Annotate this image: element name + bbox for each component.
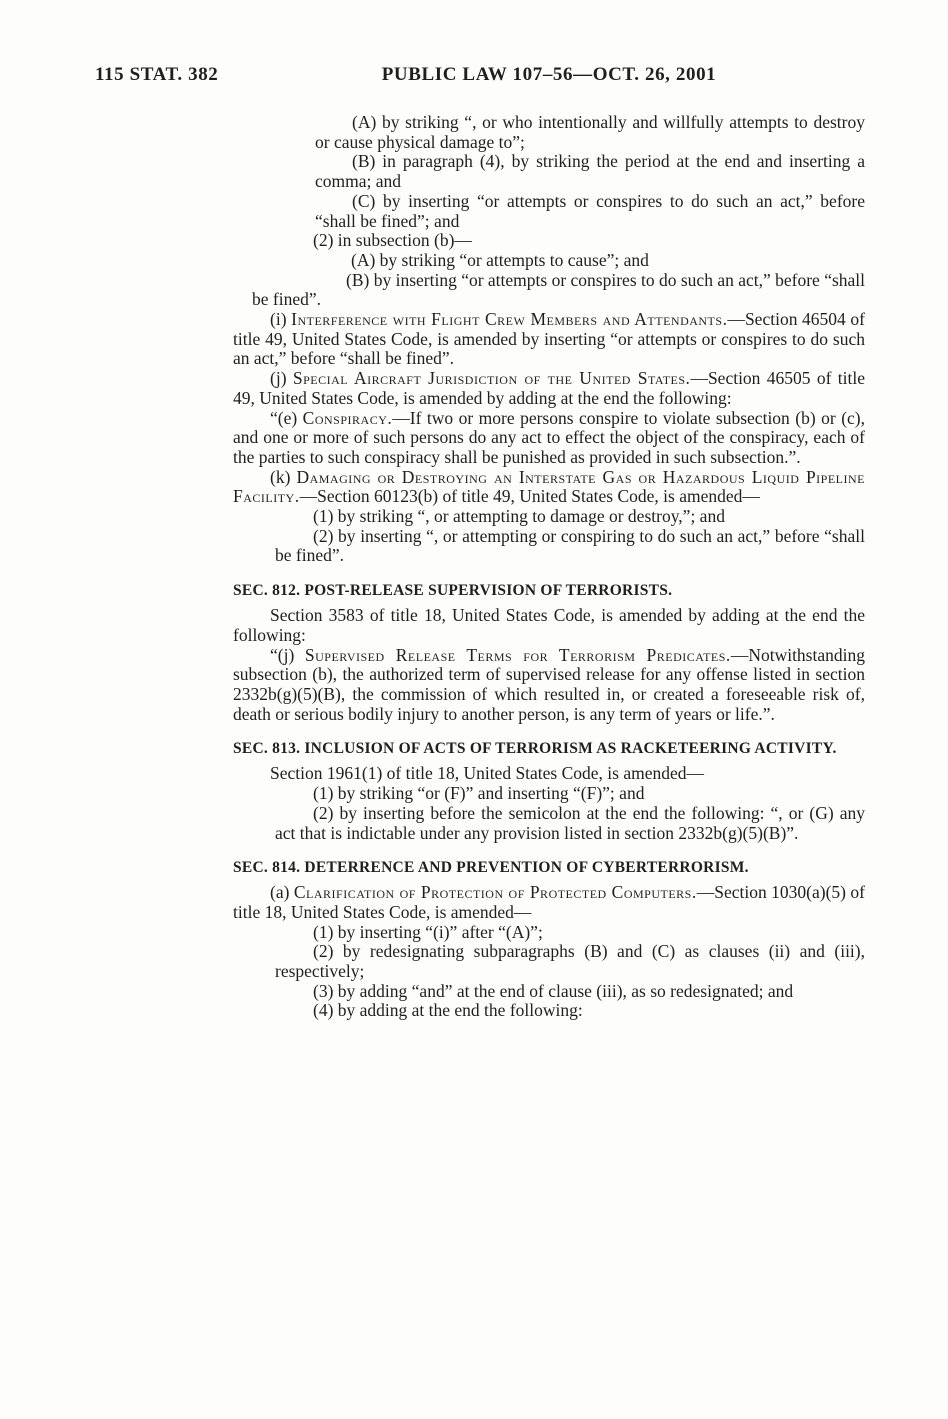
statute-paragraph [233, 606, 865, 645]
text-run: “(e) [270, 407, 303, 428]
section-heading [233, 580, 865, 601]
statute-paragraph [233, 1001, 865, 1021]
text-run: —Section 1030(a)(5) of title 18, United States Code, is amended— [233, 882, 865, 922]
text-run: Section 3583 of title 18, United States Code, is amended by adding at the end the following: [233, 605, 865, 645]
text-run: (A) by striking “or attempts to cause”; and [351, 249, 649, 270]
text-run: (1) by inserting “(i)” after “(A)”; [313, 921, 543, 942]
statute-paragraph [233, 804, 865, 843]
small-caps-run: Clarification of Protection of Protected Computers. [293, 882, 697, 903]
section-heading [233, 738, 865, 759]
text-run: (2) by redesignating subparagraphs (B) and (C) as clauses (ii) and (iii), respectively; [275, 941, 865, 982]
text-run: (1) by striking “, or attempting to damage or destroy,”; and [313, 506, 725, 527]
stat-page-number: 115 STAT. 382 [95, 64, 219, 85]
text-run: (a) [270, 882, 294, 903]
text-run: “(j) [270, 644, 305, 665]
statute-paragraph [233, 923, 865, 943]
text-run: —Section 46504 of title 49, United States Code, is amended by inserting “or attempts or conspires to do such an act,” before “shall be fined”. [233, 309, 865, 369]
public-law-title: PUBLIC LAW 107–56—OCT. 26, 2001 [381, 64, 717, 85]
statute-paragraph [233, 251, 865, 271]
statute-text-column [233, 113, 865, 1021]
statute-paragraph [233, 764, 865, 784]
text-run: (j) [270, 368, 293, 389]
text-run: (1) by striking “or (F)” and inserting “(F)”; and [313, 783, 645, 804]
small-caps-run: Special Aircraft Jurisdiction of the United States. [292, 368, 691, 389]
text-run: (i) [270, 309, 292, 330]
small-caps-run: Interference with Flight Crew Members and Attendants. [291, 309, 728, 330]
text-run: (2) in subsection (b)— [313, 230, 472, 251]
text-run: (A) by striking “, or who intentionally and willfully attempts to destroy or cause physical damage to”; [315, 112, 865, 152]
statute-paragraph [233, 468, 865, 507]
text-run: Section 1961(1) of title 18, United States Code, is amended— [270, 763, 705, 784]
statute-paragraph [233, 152, 865, 191]
text-run: (2) by inserting before the semicolon at the end the following: “, or (G) any act that is indictable under any provision listed in section 2332b(g)(5)(B)”. [275, 802, 865, 843]
small-caps-run: Conspiracy. [302, 407, 393, 428]
statute-paragraph [233, 113, 865, 152]
text-run: SEC. 813. INCLUSION OF ACTS OF TERRORISM AS RACKETEERING ACTIVITY. [233, 740, 837, 758]
statute-paragraph [233, 271, 865, 310]
text-run: (C) by inserting “or attempts or conspires to do such an act,” before “shall be fined”; and [315, 190, 865, 231]
statute-paragraph [233, 231, 865, 251]
small-caps-run: Supervised Release Terms for Terrorism Predicates. [304, 644, 731, 665]
statute-paragraph [233, 310, 865, 369]
text-run: —If two or more persons conspire to violate subsection (b) or (c), and one or more of such persons do any act to effect the object of the conspiracy, each of the parties to such conspiracy shall be punished as provided in such subsection.”. [233, 407, 865, 467]
statute-paragraph [233, 942, 865, 981]
statute-paragraph [233, 527, 865, 566]
small-caps-run: Damaging or Destroying an Interstate Gas or Hazardous Liquid Pipeline Facility. [233, 466, 866, 507]
statute-paragraph [233, 646, 865, 725]
statute-paragraph [233, 369, 865, 408]
statute-paragraph [233, 784, 865, 804]
text-run: —Section 60123(b) of title 49, United States Code, is amended— [299, 486, 760, 507]
text-run: (B) by inserting “or attempts or conspires to do such an act,” before “shall be fined”. [252, 269, 866, 310]
statute-paragraph [233, 409, 865, 468]
text-run: (2) by inserting “, or attempting or conspiring to do such an act,” before “shall be fined”. [275, 525, 865, 566]
statute-paragraph [233, 883, 865, 922]
text-run: (3) by adding “and” at the end of clause (iii), as so redesignated; and [313, 980, 794, 1001]
running-head [0, 64, 948, 90]
statute-paragraph [233, 192, 865, 231]
section-heading [233, 857, 865, 878]
text-run: —Notwithstanding subsection (b), the authorized term of supervised release for any offense listed in section 2332b(g)(5)(B), the commission of which resulted in, or created a foreseeable risk of, death or serious bodily injury to another person, is any term of years or life.”. [233, 644, 865, 724]
text-run: (k) [270, 466, 297, 487]
text-run: SEC. 814. DETERRENCE AND PREVENTION OF CYBERTERRORISM. [233, 859, 749, 877]
statute-paragraph [233, 507, 865, 527]
text-run: SEC. 812. POST-RELEASE SUPERVISION OF TERRORISTS. [233, 582, 673, 600]
statute-paragraph [233, 982, 865, 1002]
text-run: (B) in paragraph (4), by striking the period at the end and inserting a comma; and [315, 151, 865, 192]
text-run: —Section 46505 of title 49, United States Code, is amended by adding at the end the following: [233, 368, 865, 408]
text-run: (4) by adding at the end the following: [313, 1000, 583, 1021]
